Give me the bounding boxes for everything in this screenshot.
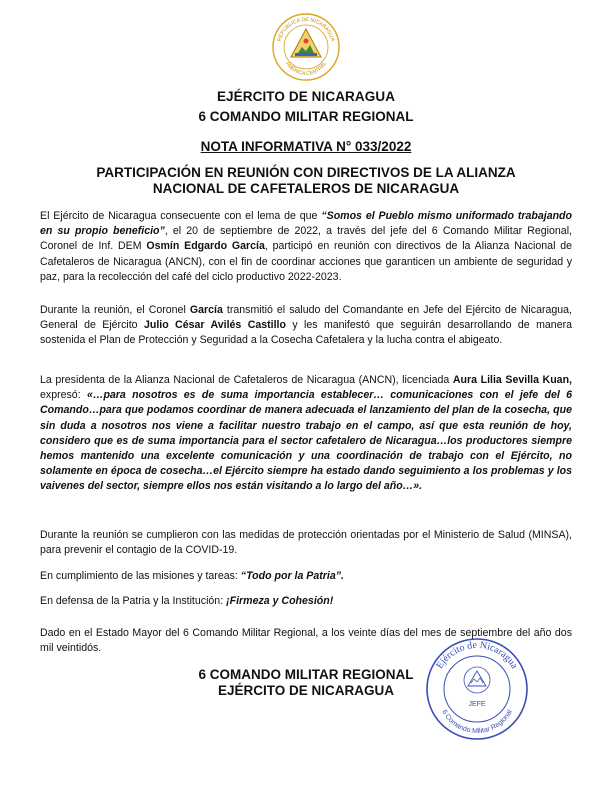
paragraph-7: Dado en el Estado Mayor del 6 Comando Militar Regional, a los veinte días del mes de septiembre del año dos mil veintidós. [40,627,572,655]
nota-number: NOTA INFORMATIVA N° 033/2022 [200,139,412,154]
svg-text:6 Comando Militar Regional: 6 Comando Militar Regional [440,708,514,736]
nicaragua-emblem-icon [271,12,341,82]
subject-line-1: PARTICIPACIÓN EN REUNIÓN CON DIRECTIVOS DE LA ALIANZA [96,165,516,180]
paragraph-1: El Ejército de Nicaragua consecuente con el lema de que “Somos el Pueblo mismo uniformado trabajando en su propio beneficio”, el 20 de septiembre de 2022, a través del jefe del 6 Comando Militar Regional, Coronel de Inf. DEM Osmín Edgardo García, participó en reunión con directivos de la Alianza Nacional de Cafetaleros de Nicaragua (ANCN), con el fin de coordinar acciones que garanticen un ambiente de seguridad y paz, para la recolección del café del ciclo productivo 2022-2023. [40,210,572,283]
official-stamp-icon [424,636,530,742]
paragraph-4: Durante la reunión se cumplieron con las medidas de protección orientadas por el Ministerio de Salud (MINSA), para prevenir el contagio de la COVID-19. [40,529,572,557]
paragraph-2: Durante la reunión, el Coronel García transmitió el saludo del Comandante en Jefe del Ejército de Nicaragua, General de Ejército Julio César Avilés Castillo y les manifestó que seguirán desarrollando de manera sostenida el Plan de Protección y Seguridad a la Cosecha Cafetalera y la lucha contra el abigeato. [40,304,573,347]
svg-text:REPÚBLICA DE NICARAGUA: REPÚBLICA DE NICARAGUA [276,16,336,43]
signature-line-2: EJÉRCITO DE NICARAGUA [217,683,395,698]
svg-text:JEFE: JEFE [468,701,486,708]
signature-line-1: 6 COMANDO MILITAR REGIONAL [198,667,414,682]
command-title: 6 COMANDO MILITAR REGIONAL [198,109,414,124]
paragraph-6: En defensa de la Patria y la Institución: ¡Firmeza y Cohesión! [40,595,334,607]
paragraph-3-quote: La presidenta de la Alianza Nacional de Cafetaleros de Nicaragua (ANCN), licenciada Aura Lilia Sevilla Kuan, expresó: «…para nosotros es de suma importancia establecer… comunicaciones con el jefe del 6 Comando…para que podamos coordinar de manera adecuada el lanzamiento del plan de la cosecha, que sin duda a nosotros nos viene a facilitar nuestro trabajo en el campo, así que esta reunión de hoy, considero que es de suma importancia para el sector cafetalero de Nicaragua…los productores siempre hemos mantenido una excelente comunicación y una coordinación de trabajo con el Ejército, no solamente en época de cosecha…el Ejército siempre ha estado dando seguimiento a los problemas y los vaivenes del sector, siempre ellos nos están visitando a lo largo del año…». [40,374,572,493]
paragraph-5: En cumplimiento de las misiones y tareas: “Todo por la Patria”. [40,570,344,582]
institution-title: EJÉRCITO DE NICARAGUA [216,89,396,104]
subject-line-2: NACIONAL DE CAFETALEROS DE NICARAGUA [152,181,460,196]
svg-text:AMÉRICA CENTRAL: AMÉRICA CENTRAL [284,60,328,78]
svg-text:Ejército de Nicaragua: Ejército de Nicaragua [434,639,520,671]
